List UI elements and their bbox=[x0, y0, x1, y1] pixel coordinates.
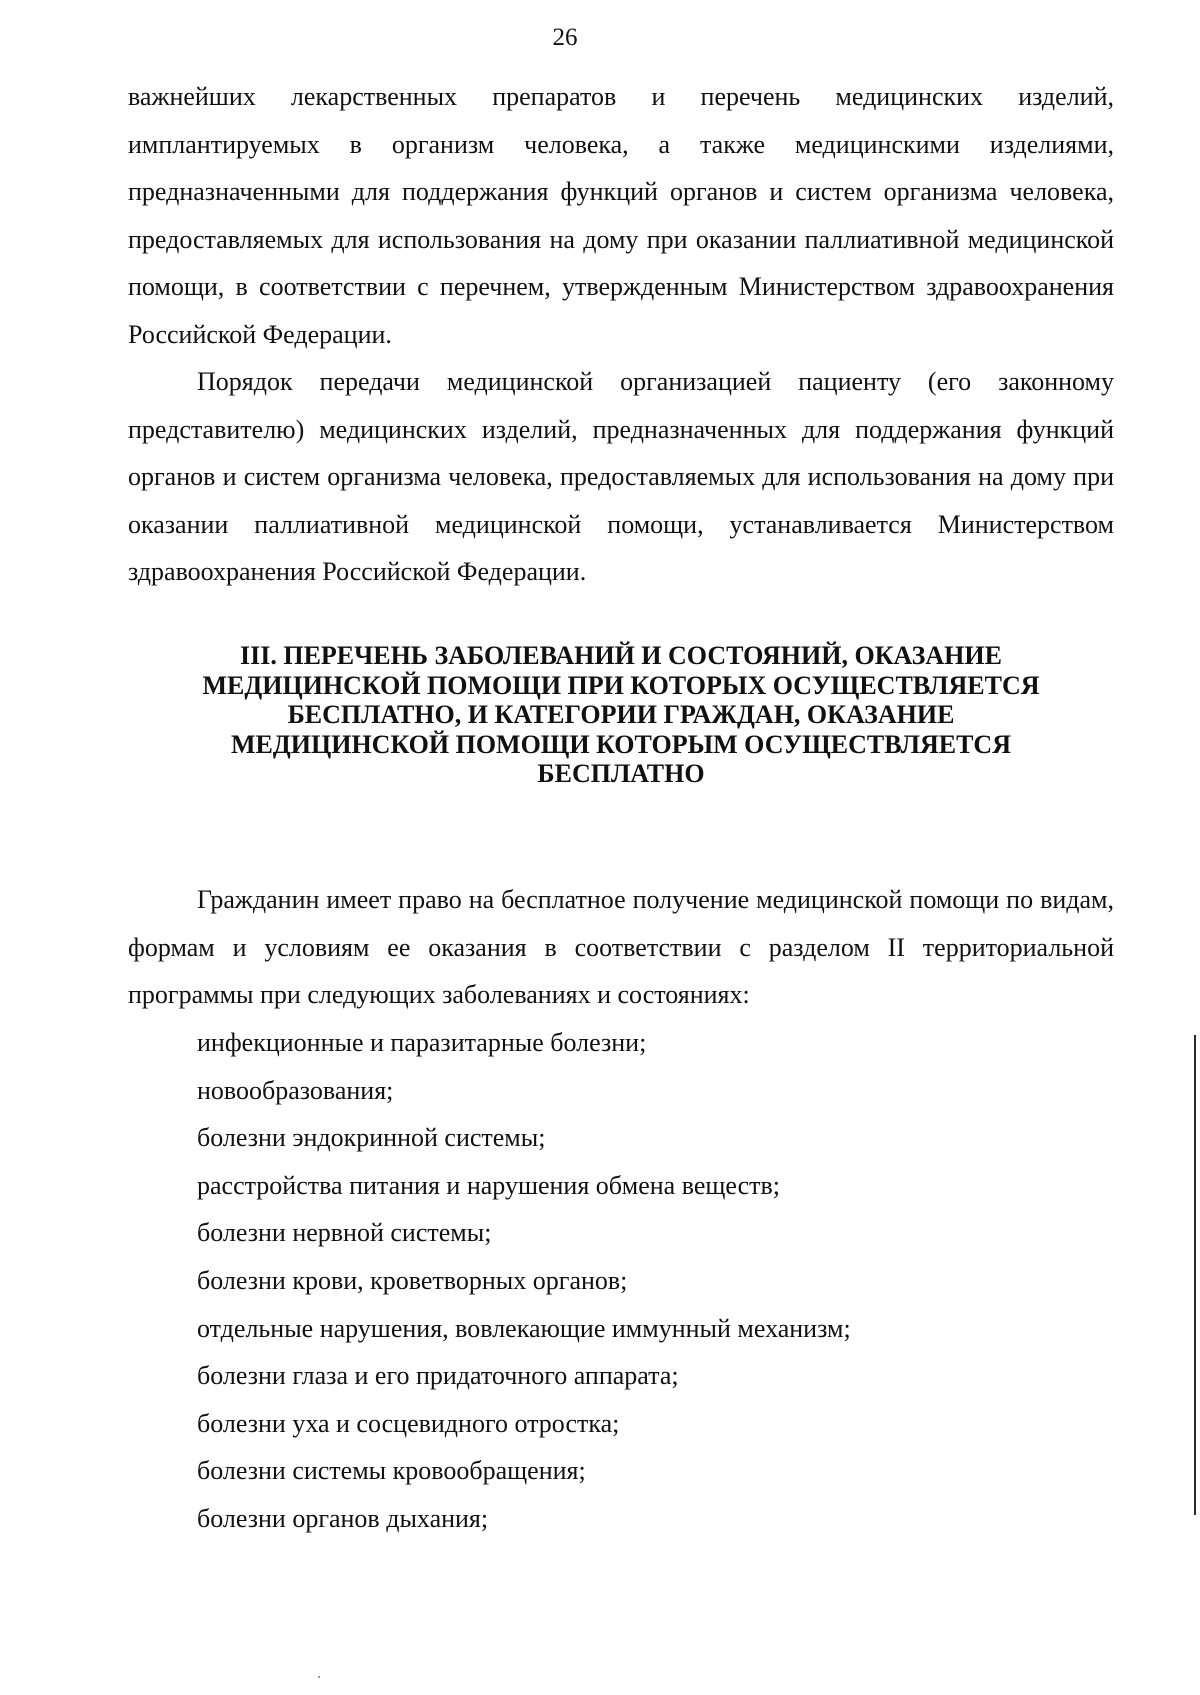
list-item: болезни глаза и его придаточного аппарата; bbox=[197, 1361, 679, 1391]
list-item: болезни органов дыхания; bbox=[197, 1503, 489, 1533]
section-heading bbox=[128, 641, 1114, 789]
paragraph-transfer-procedure bbox=[128, 358, 1114, 596]
list-item: болезни системы кровообращения; bbox=[197, 1456, 586, 1486]
paragraph-text: Гражданин имеет право на бесплатное получение медицинской помощи по видам, формам и условиям ее оказания в соответствии с разделом II территориальной программы при следующих заболеваниях и состояниях: bbox=[128, 885, 1114, 1010]
section-heading-line: III. ПЕРЕЧЕНЬ ЗАБОЛЕВАНИЙ И СОСТОЯНИЙ, ОКАЗАНИЕ bbox=[240, 641, 1002, 670]
list-item: отдельные нарушения, вовлекающие иммунный механизм; bbox=[197, 1313, 851, 1343]
list-item: расстройства питания и нарушения обмена веществ; bbox=[197, 1170, 780, 1200]
paragraph-citizen-rights bbox=[128, 876, 1114, 1019]
list-item: болезни крови, кроветворных органов; bbox=[197, 1265, 628, 1295]
section-heading-line: БЕСПЛАТНО, И КАТЕГОРИИ ГРАЖДАН, ОКАЗАНИЕ bbox=[287, 700, 955, 729]
list-item: инфекционные и паразитарные болезни; bbox=[197, 1028, 647, 1057]
list-item: болезни уха и сосцевидного отростка; bbox=[197, 1408, 620, 1438]
paragraph-text: Порядок передачи медицинской организацией пациенту (его законному представителю) медицинских изделий, предназначенных для поддержания функций органов и систем организма человека, предоставляемых для использования на дому при оказании паллиативной медицинской помощи, устанавливается Министерством здравоохранения Российской Федерации. bbox=[128, 367, 1114, 587]
list-item: болезни нервной системы; bbox=[197, 1218, 492, 1248]
list-item: болезни эндокринной системы; bbox=[197, 1123, 546, 1153]
section-heading-line: МЕДИЦИНСКОЙ ПОМОЩИ КОТОРЫМ ОСУЩЕСТВЛЯЕТСЯ bbox=[231, 729, 1011, 759]
scan-edge-line bbox=[1194, 1035, 1196, 1515]
scan-speck bbox=[318, 1676, 320, 1678]
list-item: новообразования; bbox=[197, 1075, 394, 1105]
page-number: 26 bbox=[552, 24, 578, 51]
conditions-list bbox=[197, 1019, 1114, 1543]
paragraph-text: важнейших лекарственных препаратов и перечень медицинских изделий, имплантируемых в организм человека, а также медицинскими изделиями, предназначенными для поддержания функций органов и систем организма человека, предоставляемых для использования на дому при оказании паллиативной медицинской помощи, в соответствии с перечнем, утвержденным Министерством здравоохранения Российской Федерации. bbox=[128, 82, 1114, 349]
paragraph-continuation bbox=[128, 73, 1114, 359]
section-heading-line: БЕСПЛАТНО bbox=[537, 759, 705, 788]
section-heading-line: МЕДИЦИНСКОЙ ПОМОЩИ ПРИ КОТОРЫХ ОСУЩЕСТВЛЯЕТСЯ bbox=[202, 670, 1040, 700]
